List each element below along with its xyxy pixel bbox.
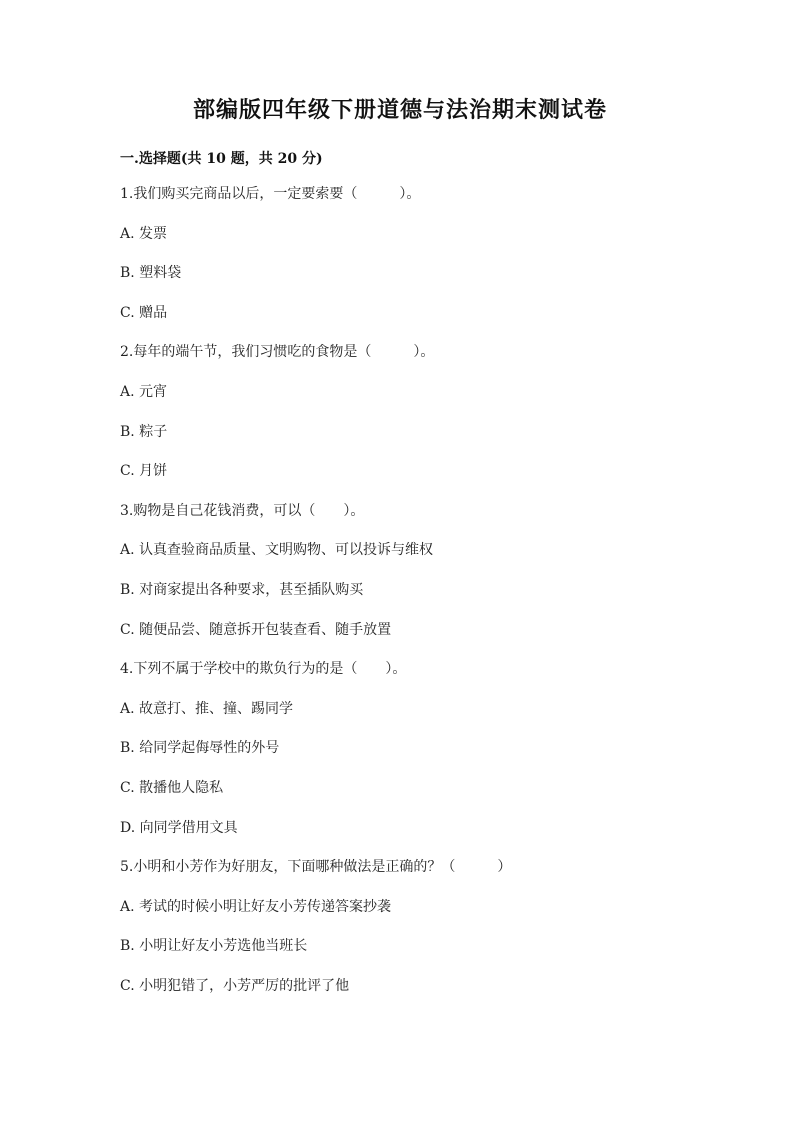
page-title: 部编版四年级下册道德与法治期末测试卷 [192, 97, 607, 123]
question-1-option-a: A. 发票 [120, 225, 168, 242]
question-2-option-c: C. 月饼 [120, 463, 168, 480]
question-5-option-a: A. 考试的时候小明让好友小芳传递答案抄袭 [120, 898, 392, 915]
question-4-option-d: D. 向同学借用文具 [120, 819, 238, 836]
question-1-stem: 1.我们购买完商品以后，一定要索要（ ）。 [120, 186, 421, 202]
question-2-stem: 2.每年的端午节，我们习惯吃的食物是（ ）。 [120, 344, 435, 361]
question-3-stem: 3.购物是自己花钱消费，可以（ ）。 [120, 502, 365, 519]
question-4-option-c: C. 散播他人隐私 [120, 779, 224, 796]
question-1-option-b: B. 塑料袋 [120, 265, 182, 282]
question-5-option-c: C. 小明犯错了，小芳严厉的批评了他 [120, 977, 350, 994]
section-heading: 一.选择题(共 10 题，共 20 分) [120, 151, 323, 167]
question-4-stem: 4.下列不属于学校中的欺负行为的是（ ）。 [120, 661, 407, 678]
question-2-option-b: B. 粽子 [120, 423, 168, 440]
question-4-option-b: B. 给同学起侮辱性的外号 [120, 740, 280, 757]
question-1-option-c: C. 赠品 [120, 304, 168, 321]
question-4-option-a: A. 故意打、推、撞、踢同学 [120, 700, 294, 717]
question-list [120, 184, 720, 1015]
question-2-option-a: A. 元宵 [120, 383, 168, 400]
question-5-option-b: B. 小明让好友小芳选他当班长 [120, 938, 308, 955]
question-3-option-b: B. 对商家提出各种要求，甚至插队购买 [120, 581, 364, 598]
question-5-stem: 5.小明和小芳作为好朋友，下面哪种做法是正确的？（ ） [120, 859, 512, 876]
question-3-option-c: C. 随便品尝、随意拆开包装查看、随手放置 [120, 621, 392, 638]
question-3-option-a: A. 认真查验商品质量、文明购物、可以投诉与维权 [120, 542, 434, 559]
